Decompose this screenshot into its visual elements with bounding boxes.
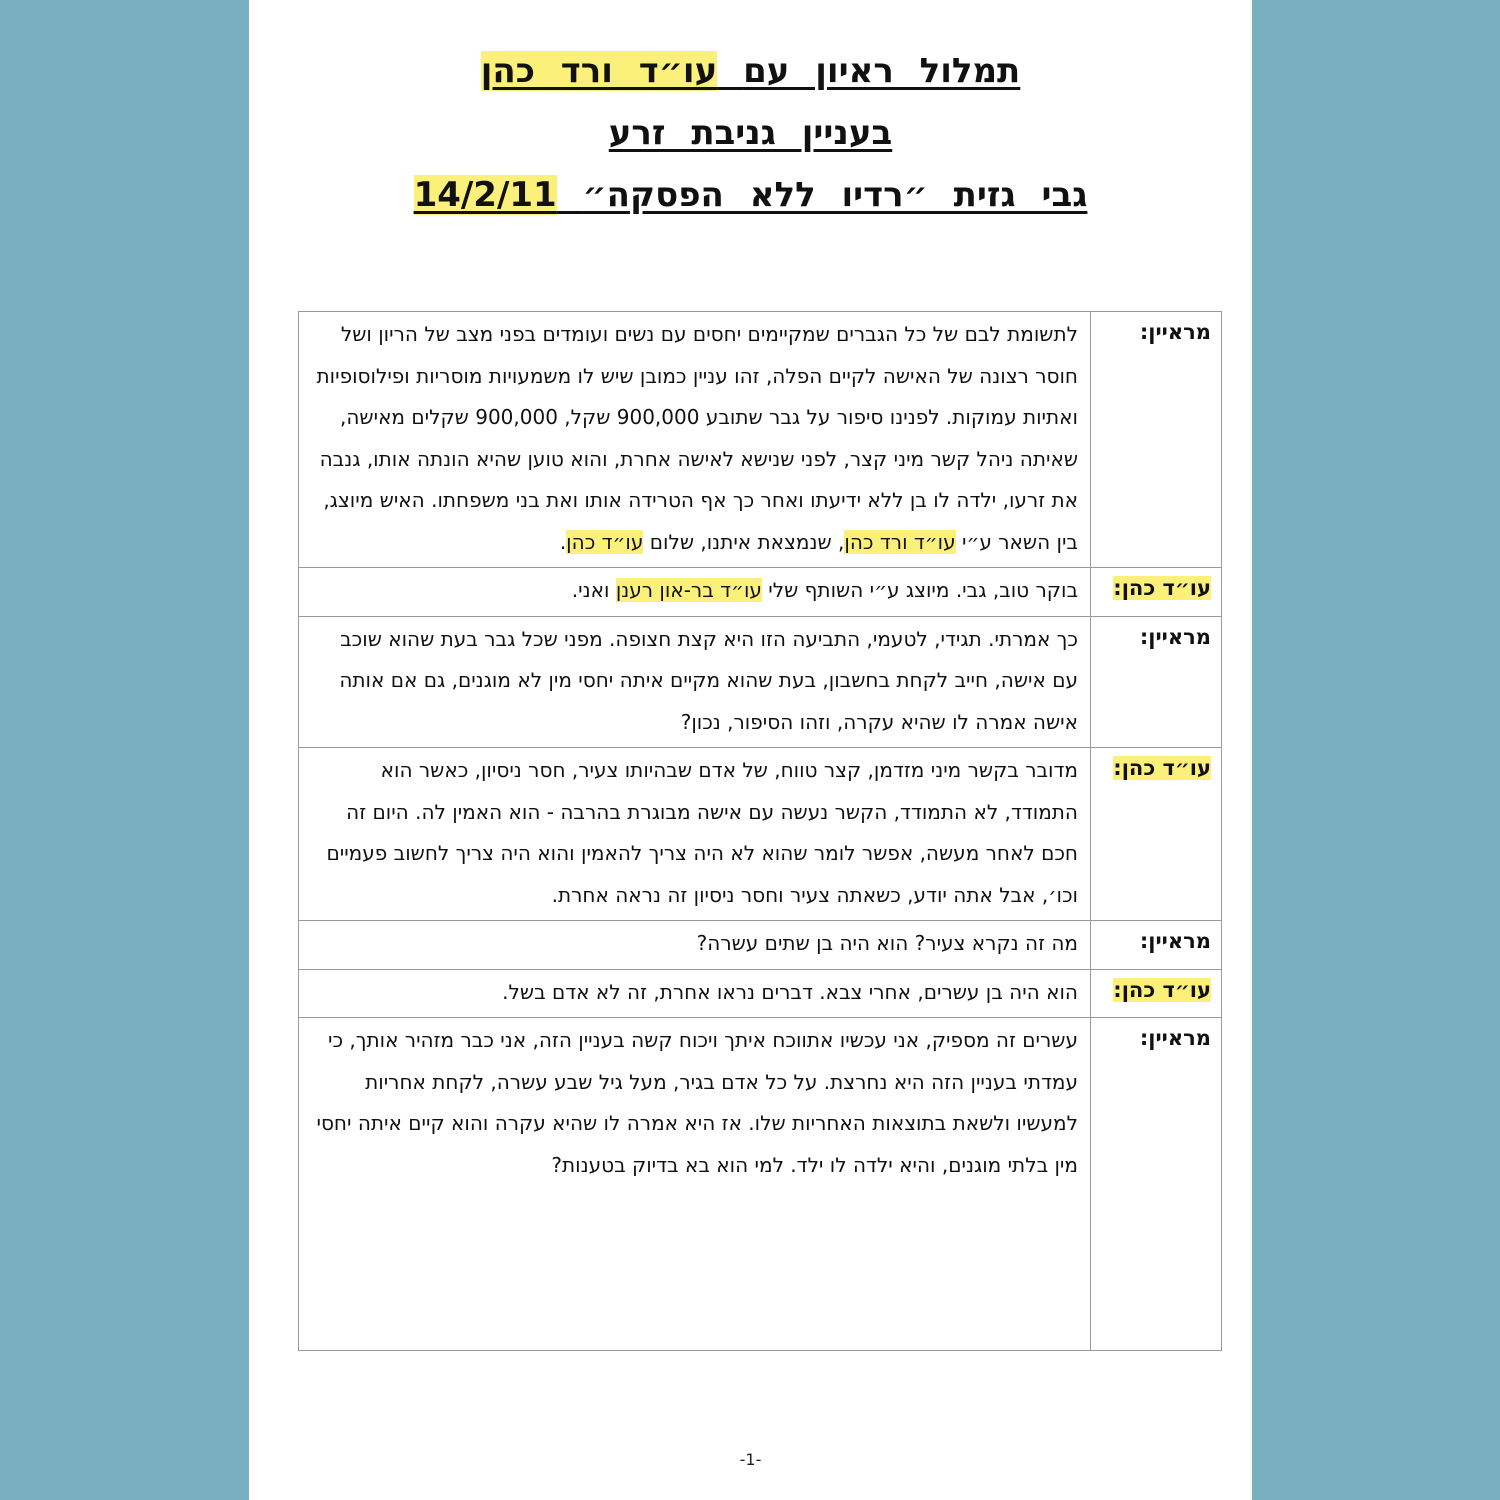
speaker-label: עו״ד כהן:: [1113, 756, 1211, 780]
transcript-row: [299, 969, 1222, 1018]
speech-text: מה זה נקרא צעיר? הוא היה בן שתים עשרה?: [696, 931, 1078, 955]
speaker-label: מראיין:: [1139, 320, 1211, 344]
title-prefix: תמלול ראיון עם: [743, 51, 1021, 91]
highlighted-name: עו״ד בר-און רענן: [615, 578, 762, 602]
speaker-label: מראיין:: [1139, 1026, 1211, 1050]
title-program: גבי גזית ״רדיו ללא הפסקה״: [582, 175, 1088, 215]
speech-cell: [299, 616, 1091, 748]
speaker-cell: [1091, 748, 1222, 921]
transcript-body: [299, 312, 1222, 1351]
title-line-1: [249, 40, 1252, 102]
speech-cell: [299, 969, 1091, 1018]
title-date: 14/2/11: [413, 175, 557, 215]
speech-text: ואני.: [571, 578, 616, 602]
transcript-row: [299, 568, 1222, 617]
speaker-label: עו״ד כהן:: [1113, 977, 1211, 1002]
transcript-table: [298, 311, 1222, 1351]
document-page: [249, 0, 1252, 1500]
speech-text: לתשומת לבם של כל הגברים שמקיימים יחסים עם נשים ועומדים בפני מצב של הריון ושל חוסר רצונה של האישה לקיים הפלה, זהו עניין כמובן שיש לו משמעויות מוסריות ופילוסופיות ואתיות עמוקות. לפנינו סיפור על גבר שתובע 900,000 שקל, 900,000 שקלים מאישה, שאיתה ניהל קשר מיני קצר, לפני שנישא לאישה אחרת, והוא טוען שהיא הונתה אותו, גנבה את זרעו, ילדה לו בן ללא ידיעתו ואחר כך אף הטרידה אותו ואת בני משפחתו. האיש מיוצג, בין השאר ע״י: [316, 322, 1078, 554]
page-number: -1-: [739, 1450, 762, 1469]
speaker-cell: [1091, 616, 1222, 748]
transcript-row: [299, 748, 1222, 921]
highlighted-name: עו״ד כהן: [566, 529, 644, 554]
title-block: [249, 40, 1252, 226]
speech-text: , שנמצאת איתנו, שלום: [643, 529, 845, 554]
speaker-label: עו״ד כהן:: [1113, 576, 1211, 600]
transcript-row: [299, 1018, 1222, 1351]
title-lawyer-name: עו״ד ורד כהן: [480, 51, 718, 91]
transcript-row: [299, 312, 1222, 568]
speech-text: עשרים זה מספיק, אני עכשיו אתווכח איתך ויכוח קשה בעניין הזה, אני כבר מזהיר אותך, כי עמדתי בעניין הזה היא נחרצת. על כל אדם בגיר, מעל גיל שבע עשרה, לקחת אחריות למעשיו ולשאת בתוצאות האחריות שלו. אז היא אמרה לו שהיא עקרה והוא קיים איתה יחסי מין בלתי מוגנים, והיא ילדה לו ילד. למי הוא בא בדיוק בטענות?: [316, 1028, 1078, 1177]
speech-text: בוקר טוב, גבי. מיוצג ע״י השותף שלי: [761, 578, 1078, 602]
speaker-cell: [1091, 969, 1222, 1018]
speech-cell: [299, 312, 1091, 568]
speech-cell: [299, 1018, 1091, 1351]
speech-cell: [299, 748, 1091, 921]
transcript-row: [299, 616, 1222, 748]
speaker-cell: [1091, 312, 1222, 568]
highlighted-name: עו״ד ורד כהן: [844, 529, 956, 554]
speech-text: .: [559, 529, 567, 554]
speech-text: מדובר בקשר מיני מזדמן, קצר טווח, של אדם שבהיותו צעיר, חסר ניסיון, כאשר הוא התמודד, לא התמודד, הקשר נעשה עם אישה מבוגרת בהרבה - הוא האמין לה. היום זה חכם לאחר מעשה, אפשר לומר שהוא לא היה צריך להאמין והוא היה צריך לחשוב פעמיים וכו׳, אבל אתה יודע, כשאתה צעיר וחסר ניסיון זה נראה אחרת.: [326, 758, 1078, 907]
speaker-cell: [1091, 1018, 1222, 1351]
speaker-label: מראיין:: [1139, 929, 1211, 953]
transcript-row: [299, 921, 1222, 970]
title-line-2: בעניין גניבת זרע: [608, 113, 893, 153]
speaker-cell: [1091, 568, 1222, 617]
speaker-label: מראיין:: [1139, 624, 1211, 649]
title-line-3: [249, 164, 1252, 226]
speech-cell: [299, 921, 1091, 970]
speaker-cell: [1091, 921, 1222, 970]
speech-cell: [299, 568, 1091, 617]
speech-text: הוא היה בן עשרים, אחרי צבא. דברים נראו אחרת, זה לא אדם בשל.: [502, 979, 1078, 1004]
speech-text: כך אמרתי. תגידי, לטעמי, התביעה הזו היא קצת חצופה. מפני שכל גבר בעת שהוא שוכב עם אישה, חייב לקחת בחשבון, בעת שהוא מקיים איתה יחסי מין לא מוגנים, גם אם אותה אישה אמרה לו שהיא עקרה, וזהו הסיפור, נכון?: [339, 626, 1078, 734]
